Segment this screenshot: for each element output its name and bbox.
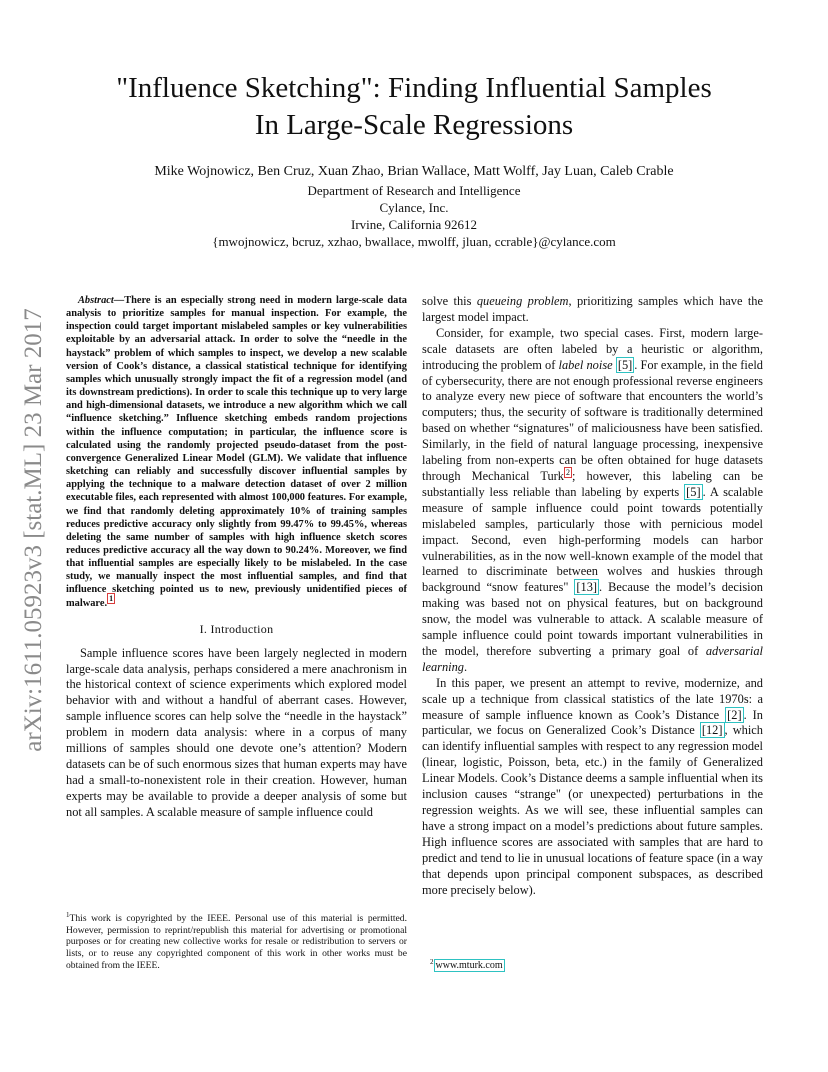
citation-5-second[interactable]: [5] — [686, 484, 701, 499]
text-run: . In particular, we focus on Generalized Cook’s Distance — [422, 707, 763, 738]
text-run: , which can identify influential samples with respect to any regression model (linear, logistic, Poisson, beta, etc.) in the family of Generalized Linear Models. Cook’s Distance deems a sample influential when its inclusion causes “strange" (or unexpected) perturbations in the regression weights. As we will see, these influential samples can have a strong impact on a model’s predictions about future samples. High influence scores are associated with samples that are hard to predict and tend to lie in unusual locations of feature space (in a way that depends upon principal component subspaces, as described more precisely below). — [422, 723, 763, 897]
intro-paragraph-1: Sample influence scores have been largely neglected in modern large-scale data analysis, perhaps considered a mere anachronism in the historical context of science experiments which explored model behavior with and without a handful of aberrant cases. However, sample influence scores can help solve the “needle in the haystack” problem in modern data analysis: where in a corpus of many millions of samples should one devote one’s attention? Modern datasets can be of such enormous sizes that human experts may have had a small-to-nonexistent role in their creation. However, human experts may be available to provide a deeper analysis of some but not all samples. A scalable measure of sample influence could — [66, 645, 407, 819]
footnote-1-mark: 1 — [66, 911, 70, 919]
text-run: . For example, in the field of cybersecurity, there are not enough professional reverse engineers to analyze every new piece of software that encounters the world’s computers; thus, the security of software is traditionally determined based on whether “signatures" of maliciousness have been satisfied. Similarly, in the field of natural language processing, inexpensive labeling from non-experts can be often obtained for huge datasets through Mechanical Turk — [422, 357, 763, 483]
intro-paragraph-2 — [422, 326, 763, 676]
citation-12[interactable]: [12] — [701, 723, 723, 738]
paper-title — [60, 70, 768, 144]
citation-5[interactable]: [5] — [617, 357, 633, 372]
abstract — [66, 294, 407, 610]
text-run: Consider, for example, two special cases. First, modern large-scale datasets are often labeled by a heuristic or algorithm, introducing the problem of — [422, 325, 763, 372]
section-heading-introduction: I. Introduction — [199, 621, 274, 636]
text-run: . Because the model’s decision making was based not on physical features, but on background snow, the model was vulnerable to attack. A scalable measure of sample influence could point towards important vulnerabilities in the model, therefore subverting a primary goal of — [422, 580, 763, 658]
footnote-2-mark: 2 — [430, 958, 434, 966]
left-column — [66, 294, 407, 821]
location: Irvine, California 92612 — [351, 217, 477, 232]
right-column — [422, 294, 763, 898]
text-run: , prioritizing samples which have the largest model impact. — [422, 294, 764, 324]
text-run: ; however, this labeling can be substantially less reliable than labeling by experts — [422, 468, 763, 499]
text-run: In this paper, we present an attempt to revive, modernize, and scale up a technique from classical statistics of the late 1970s: a measure of sample influence known as Cook’s Distance — [422, 675, 763, 722]
emails: {mwojnowicz, bcruz, xzhao, bwallace, mwolff, jluan, ccrable}@cylance.com — [212, 234, 616, 249]
footnote-2 — [430, 958, 505, 971]
abstract-label: Abstract — [78, 295, 114, 306]
text-run: solve this — [422, 294, 477, 308]
abstract-dash: — — [113, 295, 125, 306]
abstract-text: There is an especially strong need in modern large-scale data analysis to prioritize samples for manual inspection. For example, the inspection could target important mislabeled samples or key vulnerabilities exploitable by an adversarial attack. In order to solve the “needle in the haystack” problem of which samples to inspect, we develop a new scalable version of Cook’s distance, a classical statistical technique for identifying samples which unusually strongly impact the fit of a regression model (and its downstream predictions). In order to scale this technique up to very large and high-dimensional datasets, we introduce a new algorithm which we call “influence sketching.” Influence sketching embeds random projections within the influence computation; in particular, the influence score is calculated using the randomly projected pseudo-dataset from the post-convergence Generalized Linear Model (GLM). We validate that influence sketching can reliably and successfully discover influential samples by applying the technique to a malware detection dataset of over 2 million executable files, each represented with almost 100,000 features. For example, we find that randomly deleting approximately 10% of training samples reduces predictive accuracy only slightly from 99.47% to 99.45%, whereas deleting the same number of samples with high influence sketch scores reduces predictive accuracy all the way down to 90.24%. Moreover, we find that influential samples are especially likely to be mislabeled. In the case study, we manually inspect the most influential samples, and find that influence sketching pointed us to new, previously unidentified pieces of malware. — [66, 295, 407, 609]
footnote-ref-1[interactable]: 1 — [109, 594, 114, 604]
arxiv-identifier: arXiv:1611.05923v3 [stat.ML] 23 Mar 2017 — [20, 308, 47, 752]
authors: Mike Wojnowicz, Ben Cruz, Xuan Zhao, Brian Wallace, Matt Wolff, Jay Luan, Caleb Crable — [154, 164, 674, 179]
company: Cylance, Inc. — [379, 200, 449, 215]
emphasis-queueing-problem: queueing problem — [476, 294, 569, 308]
footnote-1-text: This work is copyrighted by the IEEE. Personal use of this material is permitted. However, permission to reprint/republish this material for advertising or promotional purposes or for creating new collective works for resale or redistribution to servers or lists, or to reuse any copyrighted component of this work in other works must be obtained from the IEEE. — [66, 913, 407, 971]
title-line-1: "Influence Sketching": Finding Influential Samples — [116, 72, 712, 104]
footnote-ref-2[interactable]: 2 — [566, 467, 570, 477]
mturk-link[interactable]: www.mturk.com — [435, 960, 503, 972]
title-line-2: In Large-Scale Regressions — [254, 109, 574, 141]
emphasis-adversarial-learning: adversarial learning — [422, 643, 763, 674]
author-block — [60, 163, 768, 250]
citation-13[interactable]: [13] — [576, 580, 598, 595]
emphasis-label-noise: label noise — [558, 357, 613, 372]
intro-paragraph-continued — [422, 294, 763, 326]
text-run: . A scalable measure of sample influence could point towards potentially mislabeled samples, particularly those with pernicious model impact. Second, even high-performing models can harbor vulnerabilities, as in the now well-known example of the model that learned to discriminate between wolves and huskies through background “snow features" — [422, 484, 763, 595]
department: Department of Research and Intelligence — [307, 183, 521, 198]
citation-2[interactable]: [2] — [727, 707, 742, 722]
intro-paragraph-3 — [422, 676, 763, 899]
arxiv-sidebar — [14, 280, 54, 780]
text-run: . — [464, 659, 468, 674]
footnote-1 — [66, 910, 407, 971]
